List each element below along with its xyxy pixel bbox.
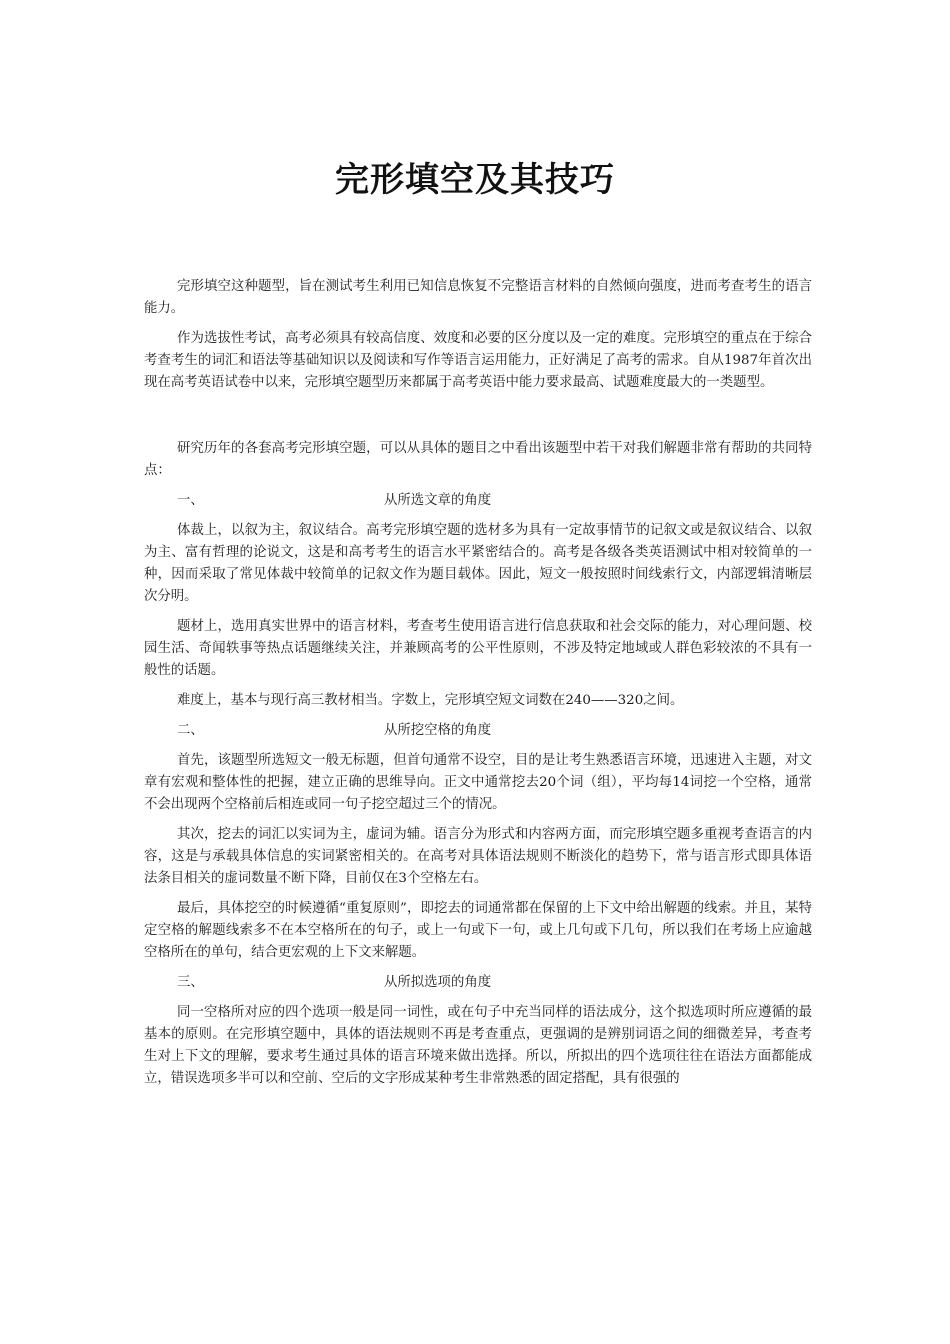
- section-heading-text: 从所拟选项的角度: [384, 975, 492, 990]
- section-2-paragraph-1: 首先，该题型所选短文一般无标题，但首句通常不设空，目的是让考生熟悉语言环境，迅速进入主题，对文章有宏观和整体性的把握，建立正确的思维导向。正文中通常挖去20个词（组），平均每14词挖一个空格，通常不会出现两个空格前后相连或同一句子挖空超过三个的情况。: [144, 753, 812, 812]
- document-body: [144, 276, 812, 1098]
- section-heading-1: [144, 490, 812, 512]
- section-number: 二、: [177, 723, 204, 738]
- section-2-paragraph-2: 其次，挖去的词汇以实词为主，虚词为辅。语言分为形式和内容两方面，而完形填空题多重视考查语言的内容，这是与承载具体信息的实词紧密相关的。在高考对具体语法规则不断淡化的趋势下，常与语言形式即具体语法条目相关的虚词数量不断下降，目前仅在3个空格左右。: [144, 827, 812, 886]
- section-number: 一、: [177, 493, 204, 508]
- section-2-paragraph-3: 最后，具体挖空的时候遵循“重复原则”，即挖去的词通常都在保留的上下文中给出解题的线索。并且，某特定空格的解题线索多不在本空格所在的句子，或上一句或下一句，或上几句或下几句，所以我们在考场上应逾越空格所在的单句，结合更宏观的上下文来解题。: [144, 901, 812, 960]
- document-title: 完形填空及其技巧: [335, 160, 615, 200]
- section-heading-2: [144, 720, 812, 742]
- section-heading-3: [144, 972, 812, 994]
- section-1-paragraph-3: 难度上，基本与现行高三教材相当。字数上，完形填空短文词数在240——320之间。: [177, 693, 684, 708]
- section-1-paragraph-2: 题材上，选用真实世界中的语言材料，考查考生使用语言进行信息获取和社会交际的能力，对心理问题、校园生活、奇闻轶事等热点话题继续关注，并兼顾高考的公平性原则，不涉及特定地域或人群色彩较浓的不具有一般性的话题。: [144, 619, 812, 678]
- section-gap: [144, 402, 812, 438]
- section-1-paragraph-1: 体裁上，以叙为主，叙议结合。高考完形填空题的选材多为具有一定故事情节的记叙文或是叙议结合、以叙为主、富有哲理的论说文，这是和高考考生的语言水平紧密结合的。高考是各级各类英语测试中相对较简单的一种，因而采取了常见体裁中较简单的记叙文作为题目载体。因此，短文一般按照时间线索行文，内部逻辑清晰层次分明。: [144, 523, 812, 604]
- section-number: 三、: [177, 975, 204, 990]
- intro-paragraph-1: 完形填空这种题型，旨在测试考生利用已知信息恢复不完整语言材料的自然倾向强度，进而考查考生的语言能力。: [144, 279, 812, 316]
- section-heading-text: 从所选文章的角度: [384, 493, 492, 508]
- intro-paragraph-2: 作为选拔性考试，高考必须具有较高信度、效度和必要的区分度以及一定的难度。完形填空的重点在于综合考查考生的词汇和语法等基础知识以及阅读和写作等语言运用能力，正好满足了高考的需求。自从1987年首次出现在高考英语试卷中以来，完形填空题型历来都属于高考英语中能力要求最高、试题难度最大的一类题型。: [144, 331, 812, 390]
- section-heading-text: 从所挖空格的角度: [384, 723, 492, 738]
- section-3-paragraph-1: 同一空格所对应的四个选项一般是同一词性，或在句子中充当同样的语法成分，这个拟选项时所应遵循的最基本的原则。在完形填空题中，具体的语法规则不再是考查重点，更强调的是辨别词语之间的细微差异，考查考生对上下文的理解，要求考生通过具体的语言环境来做出选择。所以，所拟出的四个选项往往在语法方面都能成立，错误选项多半可以和空前、空后的文字形成某种考生非常熟悉的固定搭配，具有很强的: [144, 1005, 812, 1086]
- lead-paragraph: 研究历年的各套高考完形填空题，可以从具体的题目之中看出该题型中若干对我们解题非常有帮助的共同特点：: [144, 441, 812, 478]
